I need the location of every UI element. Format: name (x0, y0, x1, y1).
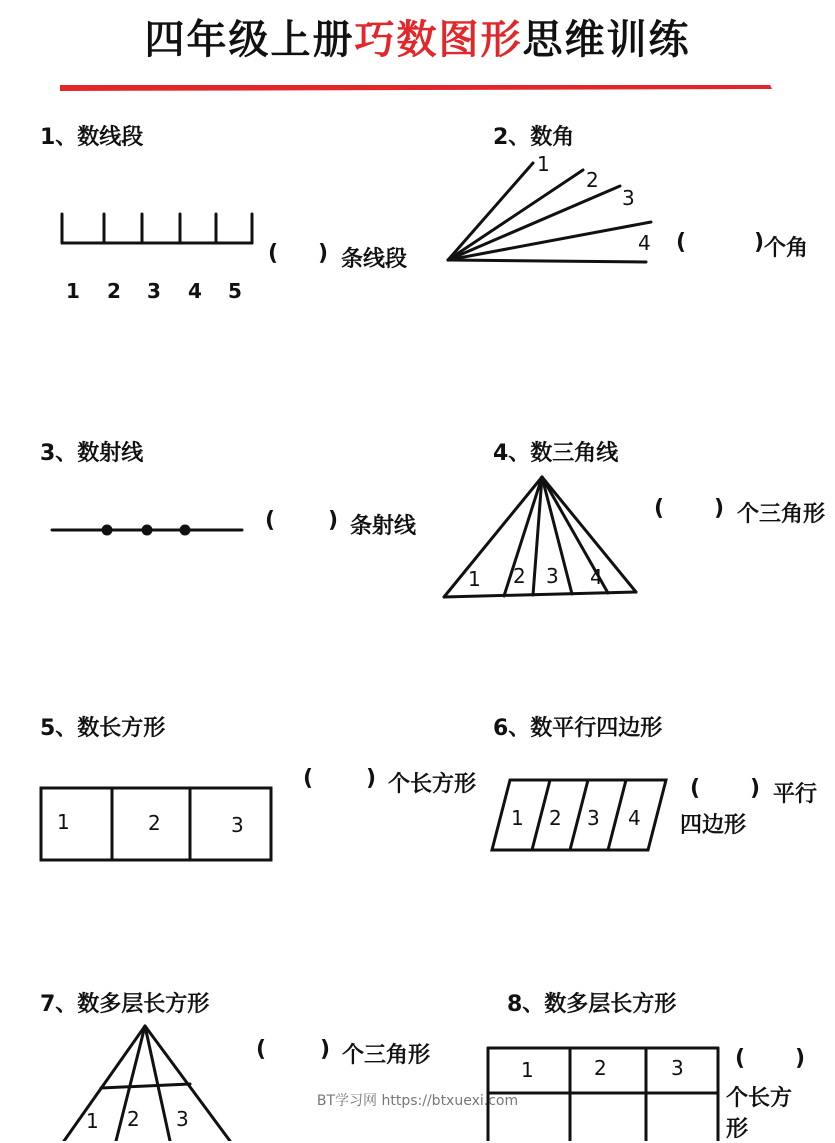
question-8-label: 8、数多层长方形 (507, 992, 677, 1017)
segment-figure (62, 214, 252, 243)
segment-number: 1 (66, 279, 80, 303)
rectangle-number: 3 (231, 813, 244, 837)
answer-open-paren: ( (268, 241, 279, 266)
layered-rectangle-number: 2 (594, 1056, 607, 1080)
answer-unit: 个三角形 (342, 1043, 431, 1068)
segment-number: 5 (228, 279, 242, 303)
title-part-2: 巧数图形 (354, 17, 523, 63)
answer-unit-line-2: 四边形 (680, 813, 747, 838)
answer-close-paren: ) (328, 508, 339, 533)
answer-close-paren: ) (795, 1046, 806, 1071)
answer-unit: 个三角形 (737, 502, 826, 527)
answer-unit-line-2: 形 (726, 1117, 749, 1142)
answer-close-paren: ) (754, 230, 765, 255)
answer-close-paren: ) (714, 496, 725, 521)
answer-open-paren: ( (256, 1037, 267, 1062)
question-3-label: 3、数射线 (40, 441, 144, 466)
answer-unit: 条线段 (341, 247, 408, 272)
rectangle-number: 1 (57, 810, 70, 834)
segment-number: 3 (147, 279, 161, 303)
answer-unit: 条射线 (350, 514, 417, 539)
angle-number: 2 (586, 168, 599, 192)
answer-open-paren: ( (676, 230, 687, 255)
answer-open-paren: ( (735, 1046, 746, 1071)
answer-unit: 个长方形 (388, 772, 477, 797)
answer-open-paren: ( (303, 766, 314, 791)
question-7-label: 7、数多层长方形 (40, 992, 210, 1017)
answer-open-paren: ( (265, 508, 276, 533)
parallelogram-number: 2 (549, 806, 562, 830)
title-part-3: 思维训练 (522, 17, 691, 63)
answer-close-paren: ) (320, 1037, 331, 1062)
question-2-label: 2、数角 (493, 125, 575, 150)
parallelogram-number: 3 (587, 806, 600, 830)
rectangle-number: 2 (148, 811, 161, 835)
answer-unit: 个长方 (726, 1086, 793, 1111)
question-5-label: 5、数长方形 (40, 716, 166, 741)
parallelogram-number: 4 (628, 806, 641, 830)
triangle-number: 1 (468, 567, 481, 591)
angle-figure (448, 163, 651, 262)
angle-number: 1 (537, 152, 550, 176)
answer-close-paren: ) (750, 776, 761, 801)
answer-unit: 平行 (773, 782, 818, 807)
answer-unit: 个角 (764, 236, 809, 261)
segment-number: 4 (188, 279, 202, 303)
layered-triangle-number: 3 (176, 1107, 189, 1131)
parallelogram-number: 1 (511, 806, 524, 830)
triangle-number: 2 (513, 564, 526, 588)
question-6-label: 6、数平行四边形 (493, 716, 663, 741)
title-part-1: 四年级上册 (144, 17, 355, 63)
answer-close-paren: ) (318, 241, 329, 266)
layered-triangle-number: 1 (86, 1109, 99, 1133)
answer-open-paren: ( (690, 776, 701, 801)
segment-number: 2 (107, 279, 121, 303)
answer-open-paren: ( (654, 496, 665, 521)
question-1-label: 1、数线段 (40, 125, 144, 150)
layered-rectangle-number: 1 (521, 1058, 534, 1082)
triangle-number: 4 (590, 565, 603, 589)
question-4-label: 4、数三角线 (493, 441, 619, 466)
watermark: BT学习网 https://btxuexi.com (316, 1093, 519, 1109)
title-underline (60, 85, 772, 91)
answer-close-paren: ) (366, 766, 377, 791)
layered-triangle-number: 2 (127, 1107, 140, 1131)
layered-rectangle-number: 3 (671, 1056, 684, 1080)
angle-number: 4 (638, 231, 651, 255)
angle-number: 3 (622, 186, 635, 210)
triangle-number: 3 (546, 564, 559, 588)
